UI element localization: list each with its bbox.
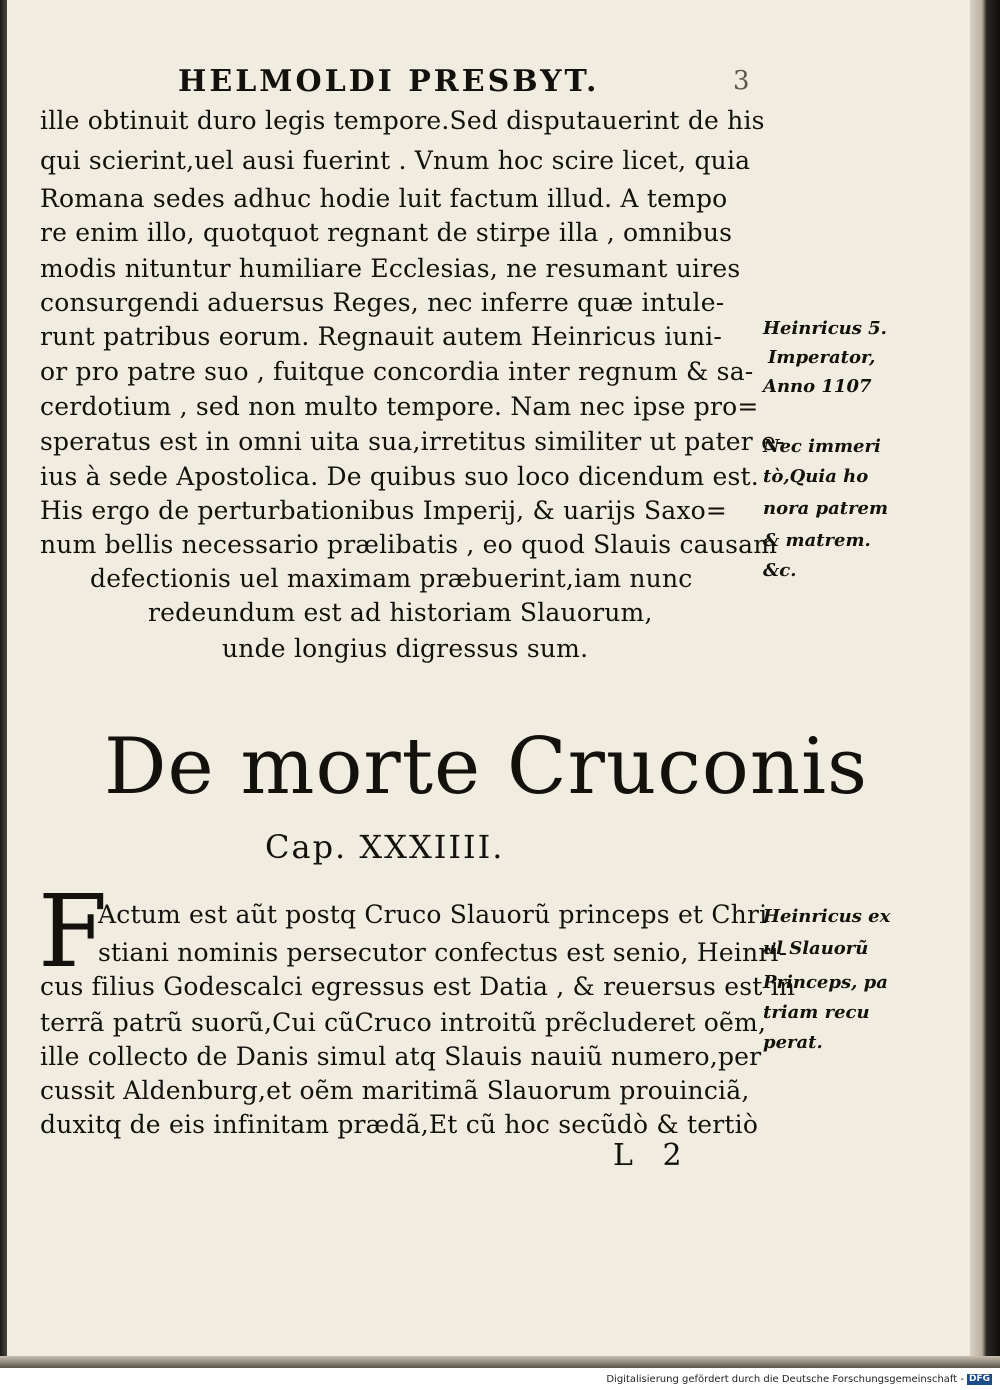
chapter-title: De morte Cruconis: [104, 722, 869, 812]
chapter-number: Cap. XXXIIII.: [265, 828, 505, 866]
margin-note: Nec immeri: [763, 436, 881, 457]
credit-text: Digitalisierung gefördert durch die Deutsche Forschungsgemeinschaft -: [606, 1374, 964, 1385]
body-line: terrã patrũ suorũ,Cui cũCruco introitũ prẽcluderet oẽm,: [40, 1008, 767, 1037]
margin-note: Anno 1107: [763, 376, 872, 397]
body-line: cerdotium , sed non multo tempore. Nam nec ipse pro=: [40, 392, 759, 421]
body-line: His ergo de perturbationibus Imperij, & uarijs Saxo=: [40, 496, 728, 525]
body-line: qui scierint,uel ausi fuerint . Vnum hoc scire licet, quia: [40, 146, 751, 175]
margin-note: ul Slauorũ: [763, 938, 869, 959]
running-head: HELMOLDI PRESBYT.: [178, 64, 600, 99]
body-line: duxitq de eis infinitam prædã,Et cũ hoc secũdò & tertiò: [40, 1110, 759, 1139]
digitization-credit: [606, 1374, 992, 1385]
body-line: cus filius Godescalci egressus est Datia , & reuersus est in: [40, 972, 796, 1001]
body-line: unde longius digressus sum.: [222, 634, 589, 663]
margin-note: tò,Quia ho: [763, 466, 869, 487]
body-line: consurgendi aduersus Reges, nec inferre quæ intule-: [40, 288, 725, 317]
body-line: Actum est aũt postq Cruco Slauorũ princeps et Chri: [98, 900, 768, 929]
body-line: runt patribus eorum. Regnauit autem Heinricus iuni-: [40, 322, 723, 351]
body-line: speratus est in omni uita sua,irretitus similiter ut pater e-: [40, 427, 785, 456]
margin-note: nora patrem: [763, 498, 889, 519]
margin-note: perat.: [763, 1032, 823, 1053]
body-line: ille obtinuit duro legis tempore.Sed disputauerint de his: [40, 106, 765, 135]
body-line: ius à sede Apostolica. De quibus suo loco dicendum est.: [40, 462, 759, 491]
body-line: redeundum est ad historiam Slauorum,: [148, 598, 653, 627]
margin-note: Imperator,: [768, 347, 876, 368]
body-line: or pro patre suo , fuitque concordia inter regnum & sa-: [40, 357, 754, 386]
body-line: Romana sedes adhuc hodie luit factum illud. A tempo: [40, 184, 728, 213]
page-bottom-edge: [0, 1356, 1000, 1368]
drop-cap: F: [38, 873, 108, 990]
body-line: modis nituntur humiliare Ecclesias, ne resumant uires: [40, 254, 741, 283]
dfg-logo-icon: DFG: [968, 1374, 990, 1384]
folio-mark: 3: [733, 66, 750, 96]
margin-note: Heinricus 5.: [763, 318, 887, 339]
signature-mark: L 2: [613, 1138, 692, 1173]
page-gutter-shadow: [0, 0, 7, 1368]
margin-note: & matrem.: [763, 530, 871, 551]
body-line: num bellis necessario prælibatis , eo quod Slauis causam: [40, 530, 778, 559]
body-line: re enim illo, quotquot regnant de stirpe illa , omnibus: [40, 218, 733, 247]
body-line: defectionis uel maximam præbuerint,iam nunc: [90, 564, 693, 593]
margin-note: &c.: [763, 560, 797, 581]
body-line: ille collecto de Danis simul atq Slauis nauiũ numero,per: [40, 1042, 762, 1071]
body-line: cussit Aldenburg,et oẽm maritimã Slauorum prouinciã,: [40, 1076, 750, 1105]
margin-note: Princeps, pa: [763, 972, 888, 993]
body-line: stiani nominis persecutor confectus est senio, Heinri-: [98, 938, 788, 967]
margin-note: triam recu: [763, 1002, 870, 1023]
page-edge-shadow: [970, 0, 1000, 1368]
margin-note: Heinricus ex: [763, 906, 891, 927]
